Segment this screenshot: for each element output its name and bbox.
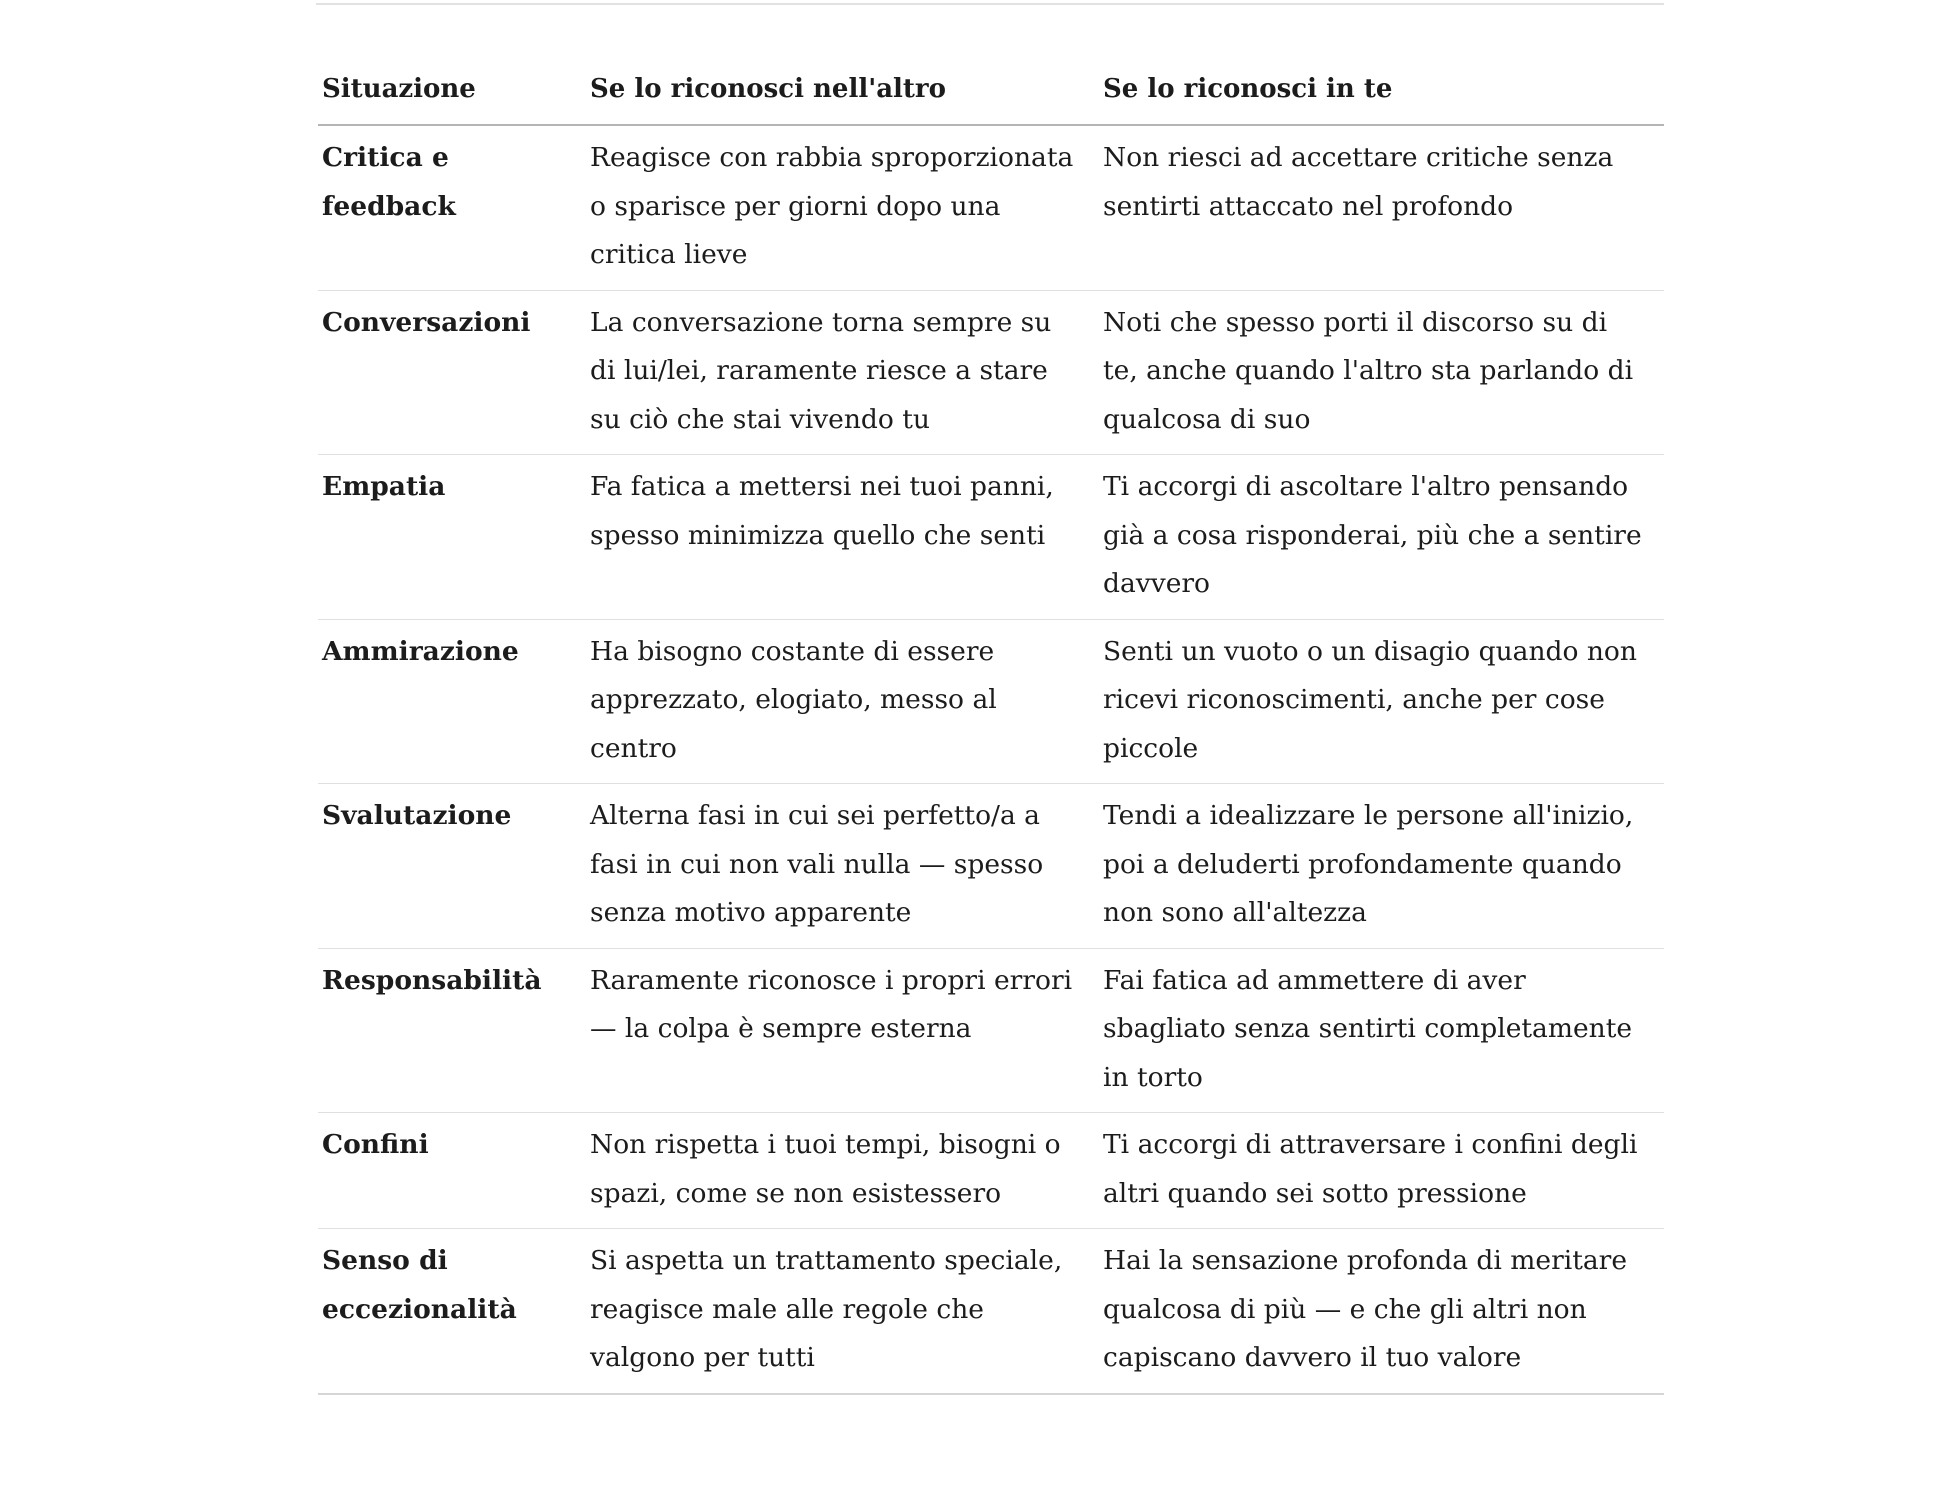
header-nell-altro: Se lo riconosci nell'altro	[586, 60, 1099, 125]
table-row	[318, 125, 1664, 290]
other-cell: Ha bisogno costante di essere apprezzato, elogiato, messo al centro	[586, 619, 1099, 784]
other-cell: La conversazione torna sempre su di lui/lei, raramente riesce a stare su ciò che stai vivendo tu	[586, 290, 1099, 455]
other-cell: Non rispetta i tuoi tempi, bisogni o spazi, come se non esistessero	[586, 1113, 1099, 1229]
situation-cell: Empatia	[318, 455, 586, 620]
header-in-te: Se lo riconosci in te	[1099, 60, 1664, 125]
header-row	[318, 60, 1664, 125]
self-cell: Fai fatica ad ammettere di aver sbagliato senza sentirti completamente in torto	[1099, 948, 1664, 1113]
situation-cell: Conversazioni	[318, 290, 586, 455]
table-row	[318, 290, 1664, 455]
other-cell: Alterna fasi in cui sei perfetto/a a fasi in cui non vali nulla — spesso senza motivo apparente	[586, 784, 1099, 949]
situation-cell: Confini	[318, 1113, 586, 1229]
other-cell: Fa fatica a mettersi nei tuoi panni, spesso minimizza quello che senti	[586, 455, 1099, 620]
self-cell: Non riesci ad accettare critiche senza sentirti attaccato nel profondo	[1099, 125, 1664, 290]
other-cell: Si aspetta un trattamento speciale, reagisce male alle regole che valgono per tutti	[586, 1229, 1099, 1394]
table-body	[318, 125, 1664, 1394]
other-cell: Reagisce con rabbia sproporzionata o sparisce per giorni dopo una critica lieve	[586, 125, 1099, 290]
table-row	[318, 1113, 1664, 1229]
header-situazione: Situazione	[318, 60, 586, 125]
table-row	[318, 619, 1664, 784]
table-row	[318, 1229, 1664, 1394]
comparison-table	[318, 60, 1664, 1395]
table-row	[318, 784, 1664, 949]
self-cell: Hai la sensazione profonda di meritare qualcosa di più — e che gli altri non capiscano davvero il tuo valore	[1099, 1229, 1664, 1394]
situation-cell: Ammirazione	[318, 619, 586, 784]
situation-cell: Critica e feedback	[318, 125, 586, 290]
table-row	[318, 948, 1664, 1113]
top-divider	[316, 3, 1664, 5]
table-header	[318, 60, 1664, 125]
comparison-table-container	[318, 60, 1664, 1395]
self-cell: Noti che spesso porti il discorso su di te, anche quando l'altro sta parlando di qualcosa di suo	[1099, 290, 1664, 455]
self-cell: Ti accorgi di attraversare i confini degli altri quando sei sotto pressione	[1099, 1113, 1664, 1229]
other-cell: Raramente riconosce i propri errori — la colpa è sempre esterna	[586, 948, 1099, 1113]
self-cell: Tendi a idealizzare le persone all'inizio, poi a deluderti profondamente quando non sono all'altezza	[1099, 784, 1664, 949]
self-cell: Ti accorgi di ascoltare l'altro pensando già a cosa risponderai, più che a sentire davvero	[1099, 455, 1664, 620]
situation-cell: Responsabilità	[318, 948, 586, 1113]
table-row	[318, 455, 1664, 620]
situation-cell: Svalutazione	[318, 784, 586, 949]
situation-cell: Senso di eccezionalità	[318, 1229, 586, 1394]
self-cell: Senti un vuoto o un disagio quando non ricevi riconoscimenti, anche per cose piccole	[1099, 619, 1664, 784]
